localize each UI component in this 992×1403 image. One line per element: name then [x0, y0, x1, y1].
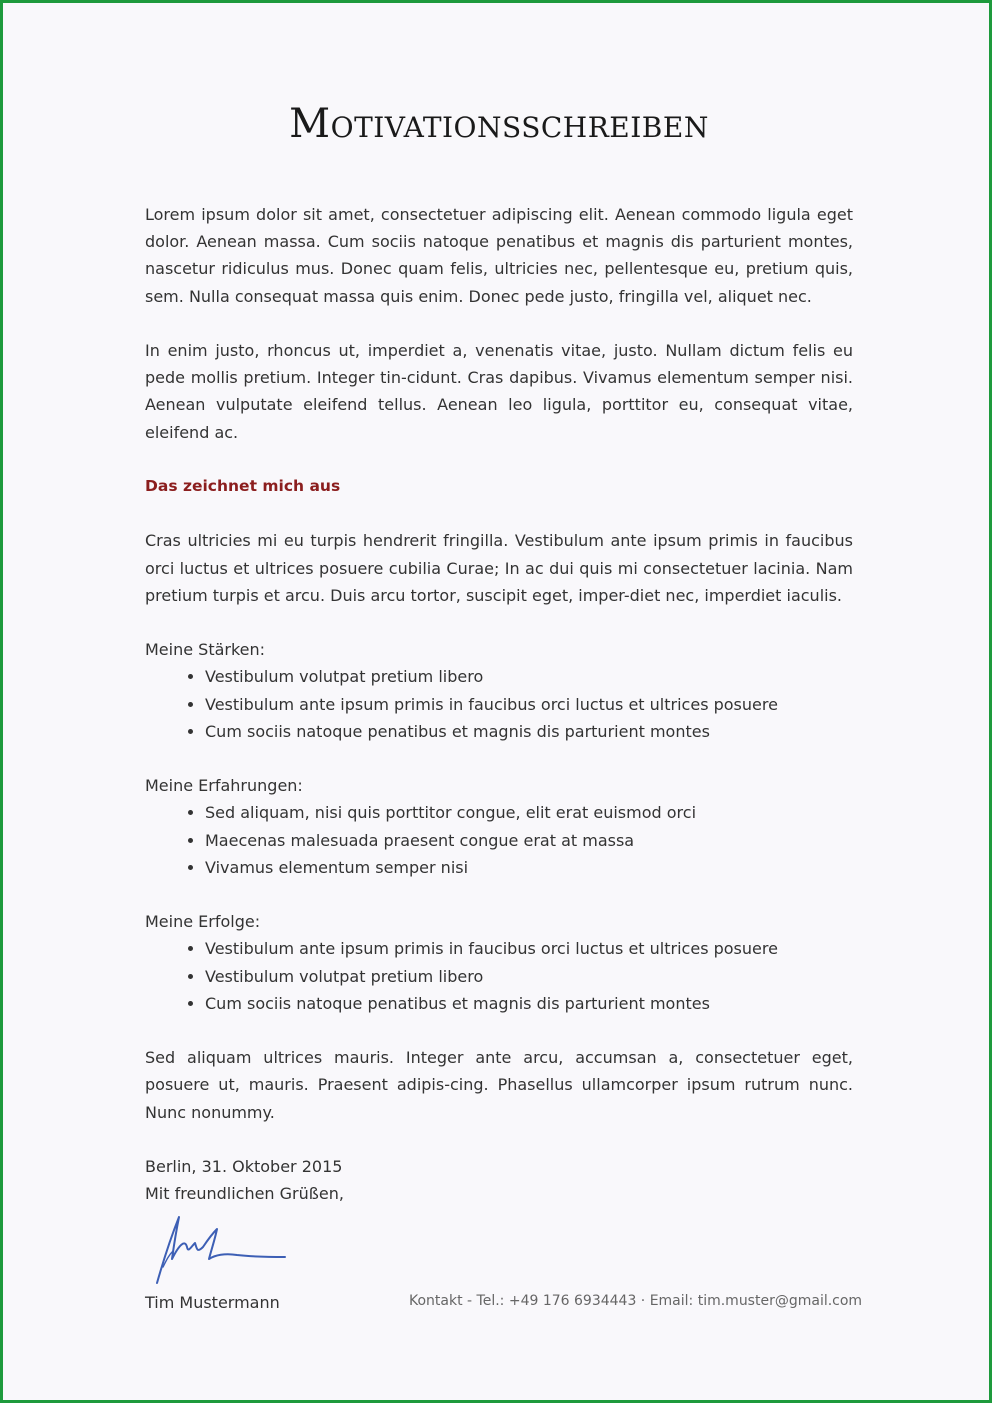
list-item: • Cum sociis natoque penatibus et magnis dis parturient montes: [205, 718, 853, 745]
list-item: • Vestibulum ante ipsum primis in faucibus orci luctus et ultrices posuere: [205, 935, 853, 962]
list-item: • Vivamus elementum semper nisi: [205, 854, 853, 881]
experience-list: [145, 799, 853, 881]
list-item: • Vestibulum ante ipsum primis in faucibus orci luctus et ultrices posuere: [205, 691, 853, 718]
third-paragraph: Cras ultricies mi eu turpis hendrerit fringilla. Vestibulum ante ipsum primis in faucibus orci luctus et ultrices posuere cubilia Curae; In ac dui quis mi consectetuer lacinia. Nam pretium turpis et arcu. Duis arcu tortor, suscipit eget, imper-diet nec, imperdiet iaculis.: [145, 531, 853, 605]
document-title: Motivationsschreiben: [289, 101, 709, 147]
signature-name: Tim Mustermann: [145, 1293, 280, 1313]
contact-footer: Kontakt - Tel.: +49 176 6934443 · Email: tim.muster@gmail.com: [409, 1293, 863, 1309]
intro-paragraph: Lorem ipsum dolor sit amet, consectetuer adipiscing elit. Aenean commodo ligula eget dolor. Aenean massa. Cum sociis natoque penatibus et magnis dis parturient montes, nascetur ridiculus mus. Donec quam felis, ultricies nec, pellentesque eu, pretium quis, sem. Nulla consequat massa quis enim. Donec pede justo, fringilla vel, aliquet nec.: [145, 205, 853, 306]
handwritten-signature: [145, 1207, 345, 1289]
letter-body: [145, 201, 853, 1317]
second-paragraph: In enim justo, rhoncus ut, imperdiet a, venenatis vitae, justo. Nullam dictum felis eu pede mollis pretium. Integer tin-cidunt. Cras dapibus. Vivamus elementum semper nisi. Aenean vulputate eleifend tellus. Aenean leo ligula, porttitor eu, consequat vitae, eleifend ac.: [145, 341, 853, 442]
list-item: • Maecenas malesuada praesent congue erat at massa: [205, 827, 853, 854]
section-heading: Das zeichnet mich aus: [145, 477, 341, 495]
achievements-label: Meine Erfolge:: [145, 912, 261, 932]
strengths-label: Meine Stärken:: [145, 640, 266, 660]
date-line: Berlin, 31. Oktober 2015: [145, 1156, 343, 1176]
list-item: • Vestibulum volutpat pretium libero: [205, 663, 853, 690]
closing-greeting: Mit freundlichen Grüßen,: [145, 1184, 344, 1204]
list-item: • Cum sociis natoque penatibus et magnis dis parturient montes: [205, 990, 853, 1017]
achievements-list: [145, 935, 853, 1017]
experience-label: Meine Erfahrungen:: [145, 776, 303, 796]
closing-paragraph: Sed aliquam ultrices mauris. Integer ante arcu, accumsan a, consectetuer eget, posuere ut, mauris. Praesent adipis-cing. Phasellus ullamcorper ipsum rutrum nunc. Nunc nonummy.: [145, 1048, 853, 1122]
list-item: • Sed aliquam, nisi quis porttitor congue, elit erat euismod orci: [205, 799, 853, 826]
list-item: • Vestibulum volutpat pretium libero: [205, 963, 853, 990]
strengths-list: [145, 663, 853, 745]
